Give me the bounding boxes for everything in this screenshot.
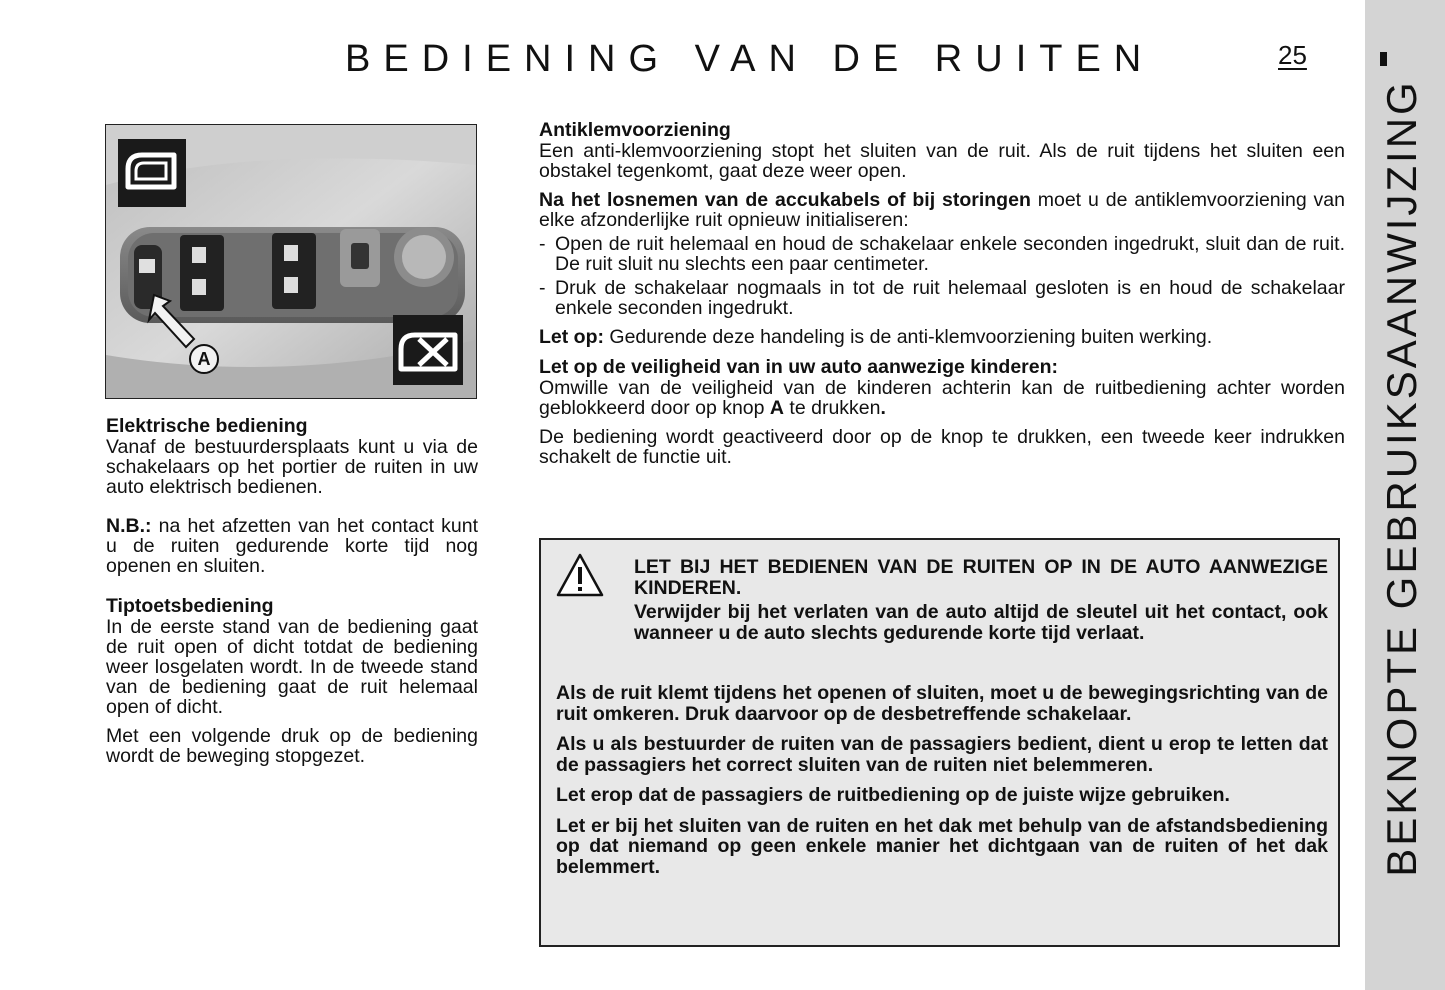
reset-text: moet u de antiklemvoorziening van elke afzonderlijke ruit opnieuw initialiseren: <box>539 189 1345 231</box>
list-item <box>539 278 1345 318</box>
anti-pinch-heading: Antiklemvoorziening <box>539 119 731 141</box>
callout-a: A <box>189 344 219 374</box>
window-icon <box>118 139 186 207</box>
warning-box <box>539 538 1340 947</box>
electric-text: Vanaf de bestuurdersplaats kunt u via de schakelaars op het portier de ruiten in uw auto elektrisch bedienen. <box>106 436 478 498</box>
attention-paragraph <box>539 327 1345 347</box>
attention-label: Let op: <box>539 326 604 348</box>
child-safety-heading: Let op de veiligheid van in uw auto aanwezige kinderen: <box>539 356 1059 378</box>
list-item-text: Druk de schakelaar nogmaals in tot de ruit helemaal gesloten is en houd de schakelaar enkele seconden ingedrukt. <box>555 277 1345 319</box>
note-label: N.B.: <box>106 515 152 537</box>
warning-heading: LET BIJ HET BEDIENEN VAN DE RUITEN OP IN DE AUTO AANWEZIGE KINDEREN. <box>634 556 1328 599</box>
warning-paragraph: Als u als bestuurder de ruiten van de passagiers bedient, dient u erop te letten dat de passagiers het correct sluiten van de ruiten niet belemmeren. <box>556 733 1328 776</box>
right-column <box>539 119 1345 467</box>
child-safety-text-start: Omwille van de veiligheid van de kinderen achterin kan de ruitbediening achter worden geblokkeerd door op knop <box>539 377 1345 419</box>
tip-text-2: Met een volgende druk op de bediening wordt de beweging stopgezet. <box>106 725 478 767</box>
list-item <box>539 234 1345 274</box>
reset-paragraph <box>539 190 1345 230</box>
electric-heading: Elektrische bediening <box>106 415 308 437</box>
left-column <box>106 415 478 766</box>
sidebar-label: BEKNOPTE GEBRUIKSAANWIJZING <box>1378 79 1425 877</box>
child-safety-text-2: De bediening wordt geactiveerd door op de knop te drukken, een tweede keer indrukken schakelt de functie uit. <box>539 426 1345 468</box>
reset-bold: Na het losnemen van de accukabels of bij storingen <box>539 189 1031 211</box>
page-number: 25 <box>1278 40 1307 70</box>
warning-header <box>634 557 1328 643</box>
anti-pinch-text: Een anti-klemvoorziening stopt het sluiten van de ruit. Als de ruit tijdens het sluiten een obstakel tegenkomt, gaat deze weer open. <box>539 140 1345 182</box>
section-marker <box>1380 52 1387 66</box>
warning-key-text: Verwijder bij het verlaten van de auto altijd de sleutel uit het contact, ook wanneer u de auto slechts gedurende korte tijd verlaat. <box>634 601 1328 644</box>
warning-body <box>556 683 1328 887</box>
list-dash: - <box>539 277 546 299</box>
list-dash: - <box>539 233 546 255</box>
child-safety-text <box>539 378 1345 418</box>
window-lock-icon <box>393 315 463 385</box>
warning-paragraph: Let er bij het sluiten van de ruiten en het dak met behulp van de afstandsbediening op dat niemand op geen enkele manier het dichtgaan van de ruiten of het dak belemmert. <box>556 814 1328 878</box>
note-text: na het afzetten van het contact kunt u de ruiten gedurende korte tijd nog openen en sluiten. <box>106 515 478 577</box>
tip-text-1: In de eerste stand van de bediening gaat de ruit open of dicht totdat de bediening weer losgelaten wordt. In de tweede stand van de bediening gaat de ruit helemaal open of dicht. <box>106 616 478 718</box>
child-safety-period: . <box>880 397 886 419</box>
attention-text: Gedurende deze handeling is de anti-klemvoorziening buiten werking. <box>603 326 1213 348</box>
note-paragraph <box>106 516 478 576</box>
button-a-ref: A <box>769 397 785 419</box>
child-safety-text-end: te drukken <box>784 397 881 419</box>
list-item-text: Open de ruit helemaal en houd de schakelaar enkele seconden ingedrukt, sluit dan de ruit. De ruit sluit nu slechts een paar centimeter. <box>555 233 1345 275</box>
warning-triangle-icon <box>555 552 605 598</box>
warning-paragraph: Let erop dat de passagiers de ruitbediening op de juiste wijze gebruiken. <box>556 784 1230 806</box>
tip-heading: Tiptoetsbediening <box>106 595 274 617</box>
warning-paragraph: Als de ruit klemt tijdens het openen of sluiten, moet u de bewegingsrichting van de ruit omkeren. Druk daarvoor op de desbetreffende schakelaar. <box>556 682 1328 725</box>
window-switch-illustration <box>105 124 477 399</box>
